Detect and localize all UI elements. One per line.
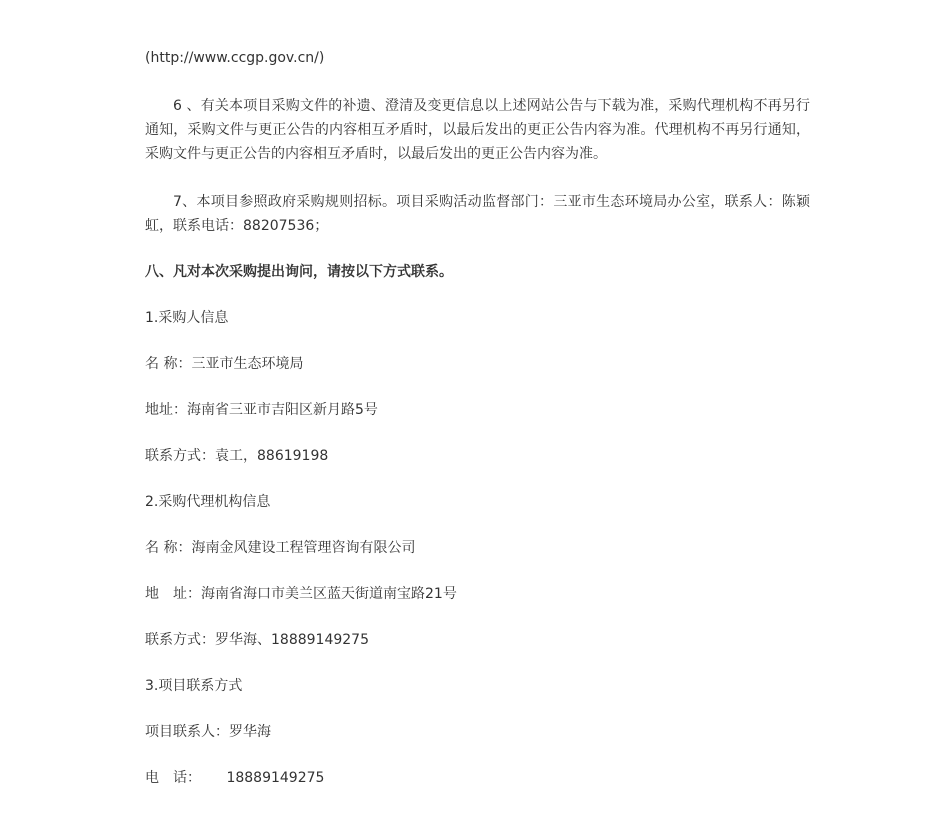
purchaser-info-heading: 1.采购人信息 [145, 310, 229, 326]
purchaser-contact: 联系方式：袁工，88619198 [145, 448, 329, 464]
purchaser-name: 名 称：三亚市生态环境局 [145, 356, 304, 372]
project-contact-heading: 3.项目联系方式 [145, 678, 243, 694]
item-7-paragraph: 7、本项目参照政府采购规则招标。项目采购活动监督部门：三亚市生态环境局办公室，联系人：陈颖虹，联系电话：88207536； [145, 194, 810, 234]
document-body [145, 46, 810, 790]
agency-info-heading: 2.采购代理机构信息 [145, 494, 271, 510]
item-6-paragraph: 6 、有关本项目采购文件的补遗、澄清及变更信息以上述网站公告与下载为准，采购代理机构不再另行通知，采购文件与更正公告的内容相互矛盾时，以最后发出的更正公告内容为准。代理机构不再另行通知，采购文件与更正公告的内容相互矛盾时，以最后发出的更正公告内容为准。 [145, 98, 810, 162]
section-8-heading: 八、凡对本次采购提出询问，请按以下方式联系。 [145, 264, 453, 280]
project-phone: 电 话： 18889149275 [145, 770, 325, 786]
agency-name: 名 称：海南金风建设工程管理咨询有限公司 [145, 540, 416, 556]
website-url-line: (http://www.ccgp.gov.cn/) [145, 50, 325, 66]
agency-contact: 联系方式：罗华海、18889149275 [145, 632, 369, 648]
agency-address: 地 址：海南省海口市美兰区蓝天街道南宝路21号 [145, 586, 457, 602]
project-contact-person: 项目联系人：罗华海 [145, 724, 271, 740]
purchaser-address: 地址：海南省三亚市吉阳区新月路5号 [145, 402, 378, 418]
